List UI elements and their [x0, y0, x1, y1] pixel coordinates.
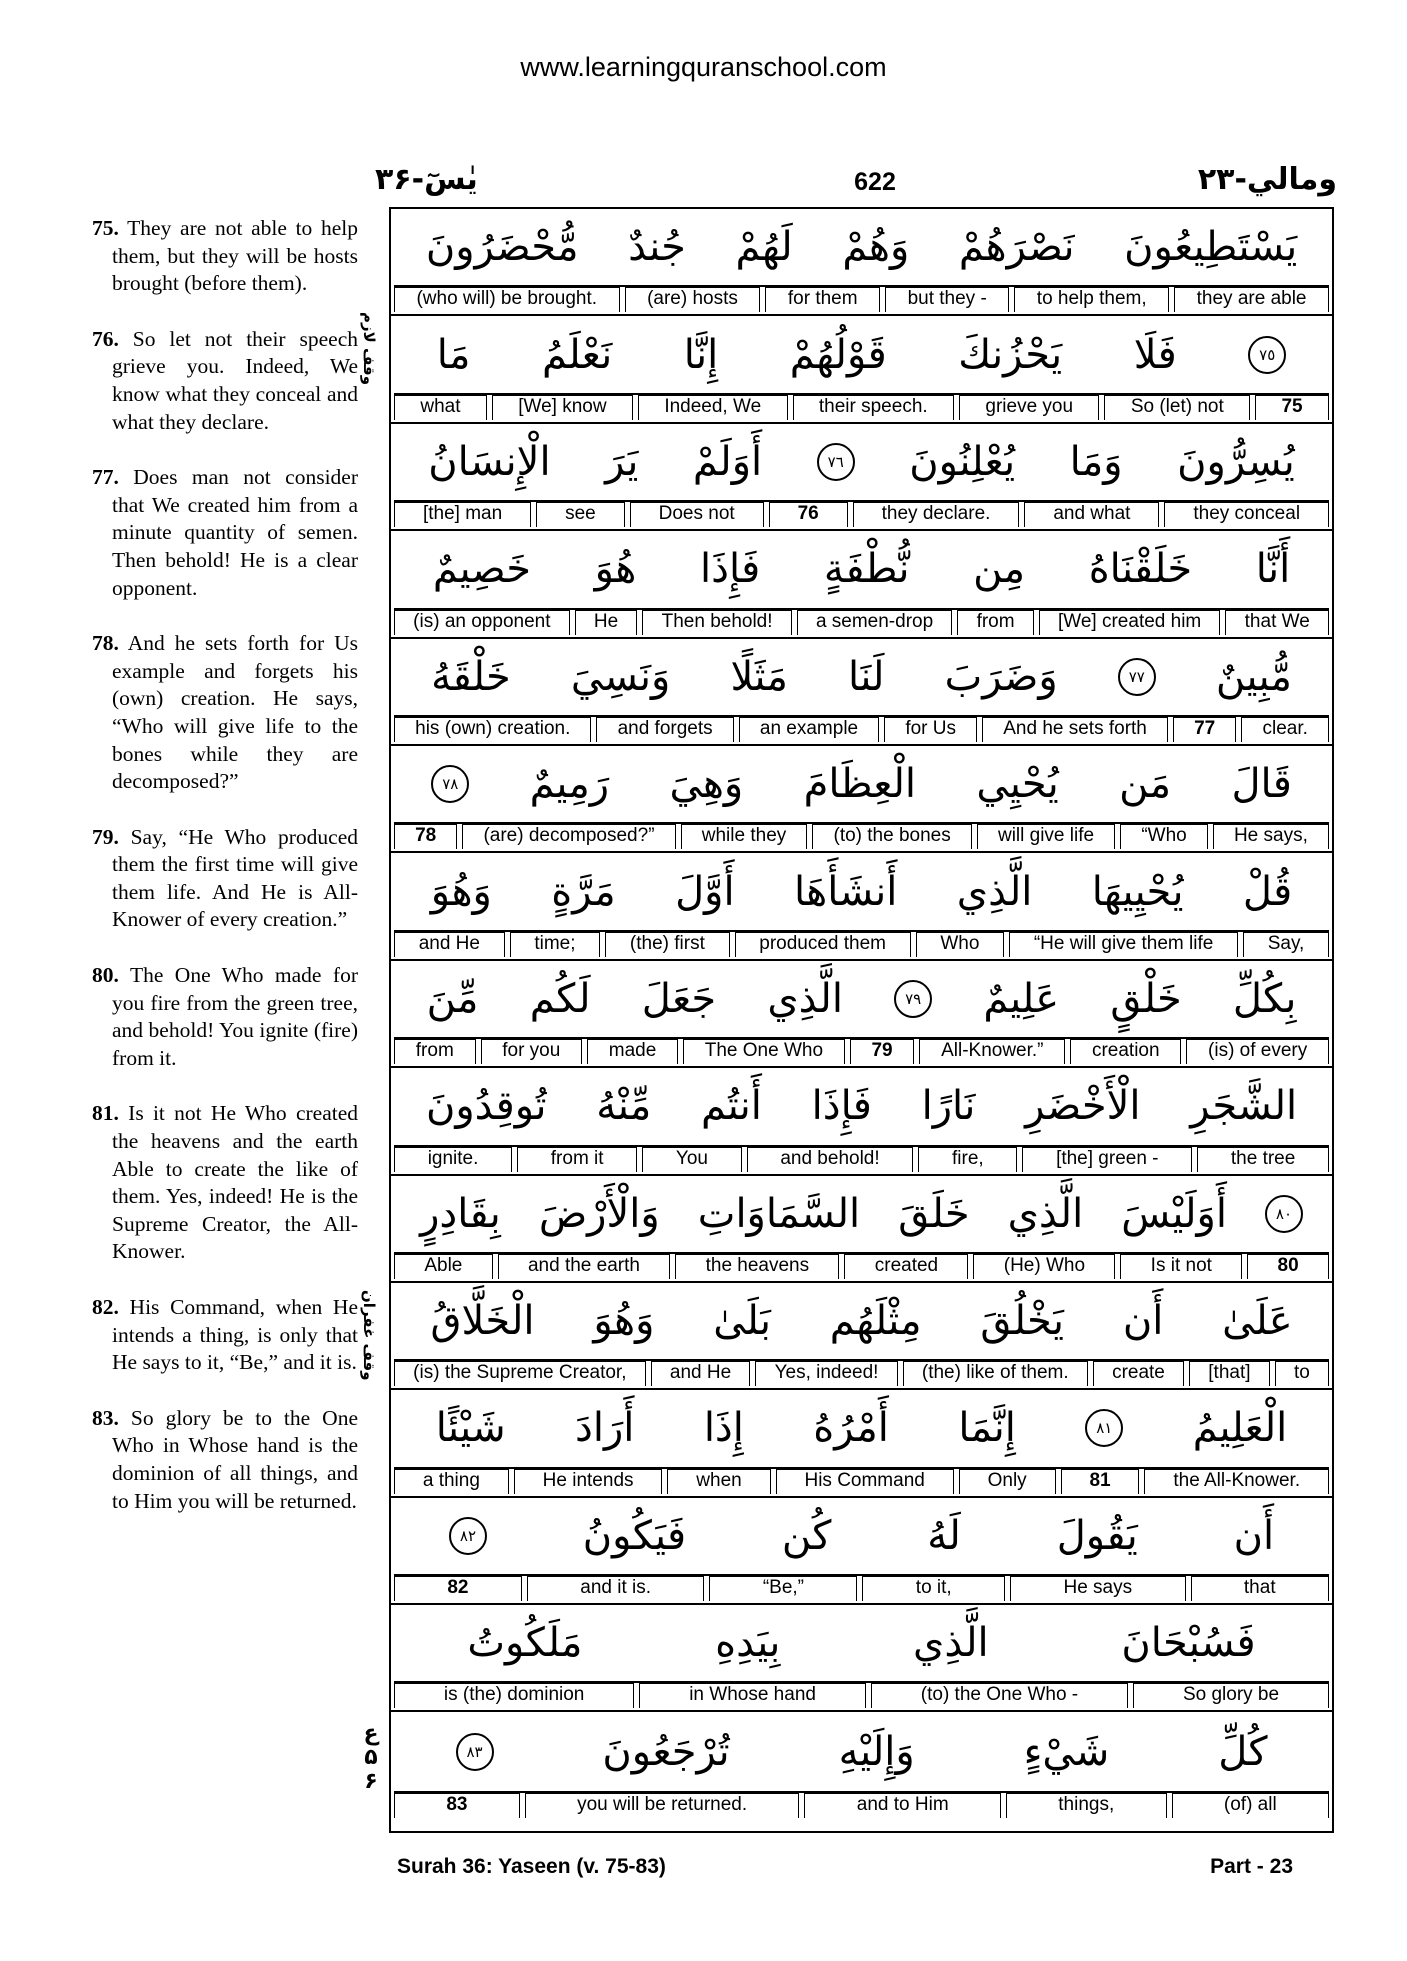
arabic-word: الْخَلَّاقُ	[430, 1298, 535, 1345]
arabic-word: قُلْ	[1242, 868, 1293, 915]
verse-end-marker: ٨٣	[456, 1733, 494, 1771]
arabic-word: الشَّجَرِ	[1190, 1083, 1298, 1130]
english-word: Only	[959, 1469, 1056, 1494]
verse-text: They are not able to help them, but they will be hosts brought (before them).	[112, 216, 358, 296]
arabic-line	[391, 1068, 1332, 1144]
arabic-word: يَقُولَ	[1056, 1512, 1138, 1559]
surah-name-header: يٰسٓ-۳۶	[375, 162, 478, 197]
english-word: (are) hosts	[625, 287, 761, 312]
english-word: while they	[681, 824, 808, 849]
verse-number: 77.	[92, 465, 119, 490]
translation-verse	[92, 630, 358, 796]
arabic-word: وَهِيَ	[669, 761, 744, 808]
translation-column	[92, 215, 358, 1543]
english-word: You	[642, 1147, 741, 1172]
english-line	[394, 1252, 1329, 1279]
translation-verse	[92, 962, 358, 1072]
arabic-word: مَن	[1119, 761, 1172, 808]
verse-text: His Command, when He intends a thing, is only that He says to it, “Be,” and it is.	[112, 1295, 358, 1375]
english-word: a thing	[394, 1469, 509, 1494]
arabic-line	[391, 209, 1332, 285]
english-word: grieve you	[959, 395, 1099, 420]
english-word: will give life	[977, 824, 1115, 849]
arabic-word: لَهُمْ	[735, 224, 793, 271]
english-word: made	[587, 1039, 678, 1064]
verse-text: Say, “He Who produced them the first time will give them life. And He is All-Knower of every creation.”	[112, 824, 358, 932]
arabic-word: بَلَىٰ	[713, 1298, 771, 1345]
english-word: [the] man	[394, 502, 531, 527]
grid-row	[391, 1605, 1332, 1712]
english-line	[394, 393, 1329, 420]
arabic-line	[391, 1390, 1332, 1466]
grid-row	[391, 961, 1332, 1068]
arabic-word: شَيْئًا	[435, 1405, 506, 1452]
english-word: from it	[517, 1147, 637, 1172]
arabic-word: مِّنْهُ	[596, 1083, 652, 1130]
arabic-word: تُرْجَعُونَ	[602, 1728, 730, 1775]
english-word: Say,	[1243, 932, 1329, 957]
english-word: see	[536, 502, 625, 527]
english-word: clear.	[1241, 717, 1329, 742]
verse-end-marker: ٧٦	[817, 443, 855, 481]
english-word: 80	[1247, 1254, 1329, 1279]
english-word: (is) an opponent	[394, 610, 570, 635]
english-word: and the earth	[498, 1254, 671, 1279]
english-word: for Us	[884, 717, 977, 742]
english-word: an example	[739, 717, 879, 742]
verse-text: So glory be to the One Who in Whose hand is the dominion of all things, and to Him you will be returned.	[112, 1405, 359, 1513]
arabic-line	[391, 746, 1332, 822]
arabic-word: عَلَىٰ	[1222, 1298, 1293, 1345]
arabic-word: يُحْيِي	[976, 761, 1059, 808]
english-word: (He) Who	[973, 1254, 1115, 1279]
arabic-word: يَخْلُقَ	[980, 1298, 1064, 1345]
arabic-word: يَحْزُنكَ	[958, 331, 1063, 378]
translation-verse	[92, 1405, 358, 1515]
verse-number: 83.	[92, 1405, 119, 1430]
arabic-word: فَيَكُونُ	[582, 1512, 687, 1559]
english-word: for you	[481, 1039, 583, 1064]
arabic-word: أَنَّا	[1255, 546, 1291, 593]
english-word: 76	[769, 502, 848, 527]
arabic-line	[391, 1712, 1332, 1790]
arabic-word: الَّذِي	[913, 1620, 989, 1667]
english-line	[394, 930, 1329, 957]
arabic-word: فَلَا	[1133, 331, 1177, 378]
english-word: (is) the Supreme Creator,	[394, 1361, 646, 1386]
verse-number: 78.	[92, 631, 119, 656]
english-word: creation	[1070, 1039, 1181, 1064]
translation-verse	[92, 824, 358, 934]
arabic-word: أَمْرُهُ	[813, 1405, 889, 1452]
english-line	[394, 608, 1329, 635]
arabic-word: وَهُوَ	[593, 1298, 655, 1345]
verse-number: 76.	[92, 326, 119, 351]
english-word: Then behold!	[642, 610, 791, 635]
arabic-word: عَلِيمٌ	[983, 975, 1060, 1022]
arabic-word: وَمَا	[1069, 438, 1123, 485]
grid-row	[391, 316, 1332, 423]
english-word: (of) all	[1172, 1793, 1329, 1818]
arabic-word: رَمِيمٌ	[529, 761, 610, 808]
english-word: but they -	[885, 287, 1009, 312]
english-word: He says,	[1213, 824, 1329, 849]
english-word: (is) of every	[1186, 1039, 1329, 1064]
arabic-word: خَلَقَ	[898, 1190, 970, 1237]
footer-surah-info: Surah 36: Yaseen (v. 75-83)	[397, 1855, 666, 1878]
arabic-word: مَلَكُوتُ	[467, 1620, 583, 1667]
arabic-word: قَالَ	[1231, 761, 1292, 808]
english-line	[394, 1574, 1329, 1601]
arabic-word: يُعْلِنُونَ	[909, 438, 1016, 485]
part-name-header: ومالي-۲۳	[1197, 162, 1337, 197]
grid-row	[391, 639, 1332, 746]
arabic-word: وَالْأَرْضَ	[538, 1190, 660, 1237]
verse-number: 81.	[92, 1101, 119, 1126]
english-word: 78	[394, 824, 457, 849]
english-word: and to Him	[804, 1793, 1001, 1818]
verse-end-marker: ٧٨	[431, 765, 469, 803]
arabic-line	[391, 961, 1332, 1037]
arabic-line	[391, 1283, 1332, 1359]
grid-row	[391, 1283, 1332, 1390]
english-word: His Command	[776, 1469, 954, 1494]
english-line	[394, 822, 1329, 849]
english-line	[394, 285, 1329, 312]
word-by-word-grid	[389, 207, 1334, 1833]
translation-verse	[92, 215, 358, 298]
english-word: The One Who	[683, 1039, 845, 1064]
arabic-word: يُحْيِيهَا	[1091, 868, 1184, 915]
english-word: “Be,”	[709, 1576, 857, 1601]
arabic-word: نَعْلَمُ	[541, 331, 613, 378]
arabic-line	[391, 1176, 1332, 1252]
english-line	[394, 500, 1329, 527]
arabic-word: جَعَلَ	[641, 975, 717, 1022]
english-word: the heavens	[675, 1254, 839, 1279]
arabic-word: مِثْلَهُم	[829, 1298, 922, 1345]
verse-text: The One Who made for you fire from the green tree, and behold! You ignite (fire) from it.	[112, 963, 358, 1070]
english-word: (to) the bones	[812, 824, 971, 849]
arabic-word: الَّذِي	[956, 868, 1033, 915]
verse-end-marker: ٨١	[1085, 1409, 1123, 1447]
grid-row	[391, 531, 1332, 638]
arabic-word: لَهُ	[927, 1512, 961, 1559]
arabic-word: كُن	[781, 1512, 832, 1559]
ruku-mark: ع ۵ ۶	[363, 1721, 379, 1794]
english-word: 83	[394, 1793, 520, 1818]
english-word: So glory be	[1133, 1683, 1329, 1708]
translation-verse	[92, 464, 358, 602]
english-word: the All-Knower.	[1144, 1469, 1329, 1494]
english-word: 75	[1255, 395, 1329, 420]
english-word: [the] green -	[1022, 1147, 1192, 1172]
grid-row	[391, 1176, 1332, 1283]
arabic-line	[391, 1605, 1332, 1681]
arabic-word: خَلْقَهُ	[431, 653, 511, 700]
english-word: Is it not	[1120, 1254, 1242, 1279]
arabic-line	[391, 639, 1332, 715]
verse-end-marker: ٧٩	[894, 980, 932, 1018]
arabic-word: أَوَلَمْ	[692, 438, 763, 485]
arabic-word: خَلَقْنَاهُ	[1088, 546, 1193, 593]
english-word: create	[1093, 1361, 1184, 1386]
arabic-word: أَرَادَ	[575, 1405, 635, 1452]
grid-row	[391, 1068, 1332, 1175]
grid-row	[391, 1498, 1332, 1605]
arabic-word: أَن	[1233, 1512, 1275, 1559]
arabic-word: أَنتُم	[700, 1083, 762, 1130]
arabic-word: مِن	[973, 546, 1026, 593]
english-word: and forgets	[596, 717, 733, 742]
english-word: from	[957, 610, 1033, 635]
waqf-lazim-mark: وقف لازم	[360, 312, 378, 386]
arabic-word: وَضَرَبَ	[944, 653, 1058, 700]
grid-row	[391, 1712, 1332, 1819]
grid-row	[391, 1390, 1332, 1497]
english-word: (the) like of them.	[903, 1361, 1088, 1386]
english-word: you will be returned.	[525, 1793, 800, 1818]
english-word: He	[575, 610, 638, 635]
arabic-word: قَوْلُهُمْ	[789, 331, 887, 378]
english-word: they conceal	[1164, 502, 1329, 527]
english-word: and He	[651, 1361, 751, 1386]
english-word: the tree	[1197, 1147, 1329, 1172]
verse-number: 82.	[92, 1295, 119, 1319]
english-word: [We] created him	[1039, 610, 1221, 635]
arabic-word: السَّمَاوَاتِ	[697, 1190, 861, 1237]
verse-text: Does man not consider that We created him from a minute quantity of semen. Then behold! He is a clear opponent.	[112, 465, 358, 600]
arabic-word: إِنَّا	[683, 331, 719, 378]
english-line	[394, 1037, 1329, 1064]
page-number: 622	[854, 168, 896, 196]
arabic-word: أَن	[1122, 1298, 1164, 1345]
english-word: a semen-drop	[797, 610, 953, 635]
grid-row	[391, 424, 1332, 531]
arabic-word: يَرَ	[605, 438, 639, 485]
verse-text: Is it not He Who created the heavens and the earth Able to create the like of them. Yes, indeed! He is the Supreme Creator, the All-Knower.	[112, 1101, 358, 1264]
arabic-word: مِّنَ	[426, 975, 479, 1022]
arabic-word: إِنَّمَا	[958, 1405, 1016, 1452]
arabic-word: مَرَّةٍ	[551, 868, 616, 915]
grid-row	[391, 746, 1332, 853]
english-word: [that]	[1189, 1361, 1270, 1386]
waqf-ghufran-mark: وقف غفران	[360, 1290, 378, 1381]
verse-number: 75.	[92, 216, 119, 240]
english-word: 81	[1061, 1469, 1140, 1494]
english-word: in Whose hand	[639, 1683, 866, 1708]
english-word: Indeed, We	[638, 395, 788, 420]
english-word: and what	[1024, 502, 1159, 527]
arabic-word: الَّذِي	[1007, 1190, 1084, 1237]
arabic-word: هُوَ	[594, 546, 637, 593]
arabic-word: يَسْتَطِيعُونَ	[1124, 224, 1298, 271]
english-word: 82	[394, 1576, 522, 1601]
arabic-word: مَا	[436, 331, 471, 378]
verse-text: So let not their speech grieve you. Indeed, We know what they conceal and what they declare.	[112, 326, 358, 434]
arabic-word: الَّذِي	[767, 975, 843, 1022]
grid-row	[391, 853, 1332, 960]
english-word: Who	[916, 932, 1004, 957]
english-word: and He	[394, 932, 505, 957]
english-word: to it,	[862, 1576, 1005, 1601]
english-word: they declare.	[853, 502, 1020, 527]
arabic-word: فَإِذَا	[700, 546, 761, 593]
english-line	[394, 715, 1329, 742]
arabic-word: أَوَلَيْسَ	[1121, 1190, 1227, 1237]
english-line	[394, 1791, 1329, 1818]
arabic-word: نُّطْفَةٍ	[823, 546, 910, 593]
verse-text: And he sets forth for Us example and forgets his (own) creation. He says, “Who will give life to the bones while they are decomposed?”	[112, 631, 358, 794]
verse-end-marker: ٨٢	[449, 1517, 487, 1555]
arabic-word: وَهُمْ	[842, 224, 910, 271]
english-word: that We	[1225, 610, 1329, 635]
english-word: and behold!	[747, 1147, 914, 1172]
english-word: time;	[510, 932, 601, 957]
arabic-word: الْعَلِيمُ	[1192, 1405, 1288, 1452]
english-word: (who will) be brought.	[394, 287, 620, 312]
english-word: that	[1191, 1576, 1329, 1601]
arabic-word: نَارًا	[921, 1083, 976, 1130]
english-word: “He will give them life	[1009, 932, 1238, 957]
english-word: when	[667, 1469, 770, 1494]
arabic-word: وَإِلَيْهِ	[838, 1728, 915, 1775]
arabic-word: الْإِنسَانُ	[428, 438, 551, 485]
arabic-word: تُوقِدُونَ	[425, 1083, 547, 1130]
english-word: they are able	[1174, 287, 1329, 312]
arabic-word: وَهُوَ	[430, 868, 492, 915]
english-word: and it is.	[527, 1576, 705, 1601]
english-line	[394, 1145, 1329, 1172]
english-line	[394, 1467, 1329, 1494]
english-word: (are) decomposed?”	[462, 824, 675, 849]
english-word: for them	[765, 287, 880, 312]
english-word: to	[1275, 1361, 1329, 1386]
arabic-word: خَصِيمٌ	[432, 546, 531, 593]
arabic-word: شَيْءٍ	[1023, 1728, 1110, 1775]
arabic-word: بِقَادِرٍ	[420, 1190, 501, 1237]
english-word: 79	[850, 1039, 915, 1064]
verse-number: 80.	[92, 963, 119, 988]
arabic-word: لَكُم	[529, 975, 591, 1022]
english-word: Able	[394, 1254, 493, 1279]
verse-end-marker: ٧٥	[1248, 336, 1286, 374]
arabic-word: فَسُبْحَانَ	[1121, 1620, 1256, 1667]
site-url: www.learningquranschool.com	[520, 52, 887, 82]
arabic-word: الْأَخْضَرِ	[1025, 1083, 1141, 1130]
arabic-line	[391, 316, 1332, 392]
english-word: is (the) dominion	[394, 1683, 634, 1708]
english-word: He intends	[514, 1469, 663, 1494]
arabic-word: إِذَا	[703, 1405, 744, 1452]
arabic-word: فَإِذَا	[811, 1083, 872, 1130]
arabic-line	[391, 1498, 1332, 1574]
english-word: And he sets forth	[982, 717, 1168, 742]
arabic-word: بِكُلِّ	[1232, 975, 1297, 1022]
translation-verse	[92, 1100, 358, 1266]
english-word: ignite.	[394, 1147, 512, 1172]
english-line	[394, 1681, 1329, 1708]
arabic-word: يُسِرُّونَ	[1177, 438, 1295, 485]
arabic-word: لَنَا	[848, 653, 885, 700]
english-word: from	[394, 1039, 475, 1064]
verse-end-marker: ٨٠	[1265, 1195, 1303, 1233]
english-word: Does not	[630, 502, 764, 527]
arabic-word: بِيَدِهِ	[715, 1620, 781, 1667]
english-word: “Who	[1120, 824, 1208, 849]
english-word: produced them	[735, 932, 911, 957]
arabic-word: وَنَسِيَ	[570, 653, 671, 700]
footer-part: Part - 23	[1210, 1855, 1293, 1878]
verse-end-marker: ٧٧	[1118, 658, 1156, 696]
english-word: Yes, indeed!	[755, 1361, 897, 1386]
english-word: All-Knower.”	[919, 1039, 1065, 1064]
verse-number: 79.	[92, 824, 119, 849]
english-word: So (let) not	[1104, 395, 1250, 420]
english-word: his (own) creation.	[394, 717, 591, 742]
arabic-word: الْعِظَامَ	[803, 761, 917, 808]
arabic-word: خَلْقٍ	[1110, 975, 1182, 1022]
arabic-word: أَوَّلَ	[675, 868, 735, 915]
arabic-word: مَثَلًا	[730, 653, 788, 700]
english-word: their speech.	[793, 395, 955, 420]
english-word: [We] know	[492, 395, 633, 420]
arabic-word: مُّحْضَرُونَ	[425, 224, 579, 271]
english-word: fire,	[918, 1147, 1017, 1172]
arabic-word: جُندٌ	[628, 224, 686, 271]
english-word: 77	[1173, 717, 1236, 742]
arabic-line	[391, 853, 1332, 929]
grid-row	[391, 209, 1332, 316]
arabic-word: كُلِّ	[1218, 1728, 1268, 1775]
english-word: created	[844, 1254, 968, 1279]
arabic-word: أَنشَأَهَا	[793, 868, 898, 915]
arabic-line	[391, 424, 1332, 500]
translation-verse	[92, 326, 358, 436]
english-word: what	[394, 395, 487, 420]
arabic-line	[391, 531, 1332, 607]
english-word: things,	[1006, 1793, 1167, 1818]
english-word: He says	[1010, 1576, 1185, 1601]
translation-verse	[92, 1294, 358, 1377]
arabic-word: مُّبِينٌ	[1215, 653, 1292, 700]
english-word: (the) first	[605, 932, 729, 957]
english-line	[394, 1359, 1329, 1386]
english-word: (to) the One Who -	[871, 1683, 1128, 1708]
arabic-word: نَصْرَهُمْ	[958, 224, 1075, 271]
english-word: to help them,	[1014, 287, 1169, 312]
